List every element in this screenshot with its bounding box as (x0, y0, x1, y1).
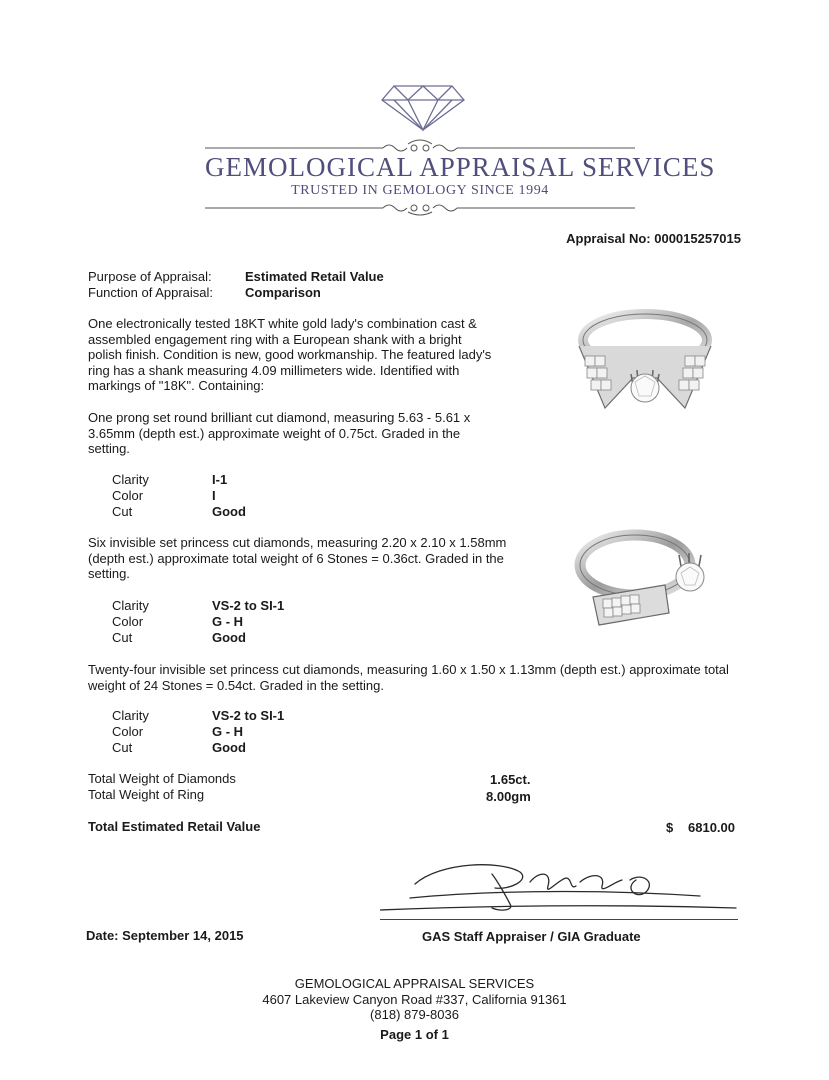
ring-photo-front (565, 298, 725, 438)
grade-label: Cut (112, 630, 133, 645)
appraiser-signature (380, 852, 740, 924)
footer-phone: (818) 879-8036 (370, 1007, 459, 1022)
stone-1-description: One prong set round brilliant cut diamond, measuring 5.63 - 5.61 x 3.65mm (depth est.) approximate weight of 0.75ct. Graded in the setting. (88, 410, 471, 457)
stone-1-grades (112, 472, 312, 520)
appraisal-number: Appraisal No: 000015257015 (566, 231, 741, 246)
grade-value: G - H (212, 724, 244, 739)
grade-label: Cut (112, 740, 133, 755)
ring-photo-side (565, 515, 725, 640)
purpose-label: Purpose of Appraisal: (88, 269, 212, 284)
company-name: GEMOLOGICAL APPRAISAL SERVICES (205, 152, 716, 182)
page-number: Page 1 of 1 (380, 1027, 449, 1042)
grade-value: VS-2 to SI-1 (212, 598, 285, 613)
grade-value: G - H (212, 614, 244, 629)
grade-value: VS-2 to SI-1 (212, 708, 285, 723)
total-retail-value: 6810.00 (688, 820, 735, 835)
total-ring-label: Total Weight of Ring (88, 787, 205, 802)
purpose-value: Estimated Retail Value (245, 269, 384, 284)
grade-label: Color (112, 724, 144, 739)
signature-line (380, 919, 738, 920)
function-label: Function of Appraisal: (88, 285, 214, 300)
total-diamonds-label: Total Weight of Diamonds (88, 771, 236, 786)
function-value: Comparison (245, 285, 321, 300)
footer-company: GEMOLOGICAL APPRAISAL SERVICES (294, 976, 535, 991)
stone-2-description: Six invisible set princess cut diamonds, measuring 2.20 x 2.10 x 1.58mm (depth est.) approximate total weight of 6 Stones = 0.36ct. Graded in the setting. (88, 535, 507, 582)
grade-label: Clarity (112, 598, 149, 613)
signature-caption: GAS Staff Appraiser / GIA Graduate (422, 929, 641, 944)
grade-label: Color (112, 488, 144, 503)
appraisal-date: Date: September 14, 2015 (86, 928, 244, 943)
stone-3-description: Twenty-four invisible set princess cut diamonds, measuring 1.60 x 1.50 x 1.13mm (depth est.) approximate total weight of 24 Stones = 0.54ct. Graded in the setting. (88, 662, 729, 693)
grade-value: I (212, 488, 216, 503)
total-retail-label: Total Estimated Retail Value (88, 819, 261, 834)
grade-label: Cut (112, 504, 133, 519)
footer-address: 4607 Lakeview Canyon Road #337, California 91361 (262, 992, 567, 1007)
grade-label: Clarity (112, 708, 149, 723)
diamond-icon (380, 84, 466, 132)
grade-value: Good (212, 630, 246, 645)
ring-description: One electronically tested 18KT white gold lady's combination cast & assembled engagement ring with a European shank with a bright polish finish. Condition is new, good workmanship. The featured lady's ring has a shank measuring 4.09 millimeters wide. Identified with markings of "18K". Containing: (88, 316, 492, 394)
grade-label: Color (112, 614, 144, 629)
grade-value: Good (212, 504, 246, 519)
currency-symbol: $ (666, 820, 674, 835)
total-ring-value: 8.00gm (486, 789, 531, 804)
total-diamonds-value: 1.65ct. (490, 772, 531, 787)
stone-2-grades (112, 598, 312, 646)
grade-value: Good (212, 740, 246, 755)
grade-value: I-1 (212, 472, 228, 487)
company-tagline: TRUSTED IN GEMOLOGY SINCE 1994 (291, 183, 549, 198)
logo (205, 80, 716, 220)
grade-label: Clarity (112, 472, 149, 487)
bottom-flourish (205, 199, 635, 217)
stone-3-grades (112, 708, 312, 756)
